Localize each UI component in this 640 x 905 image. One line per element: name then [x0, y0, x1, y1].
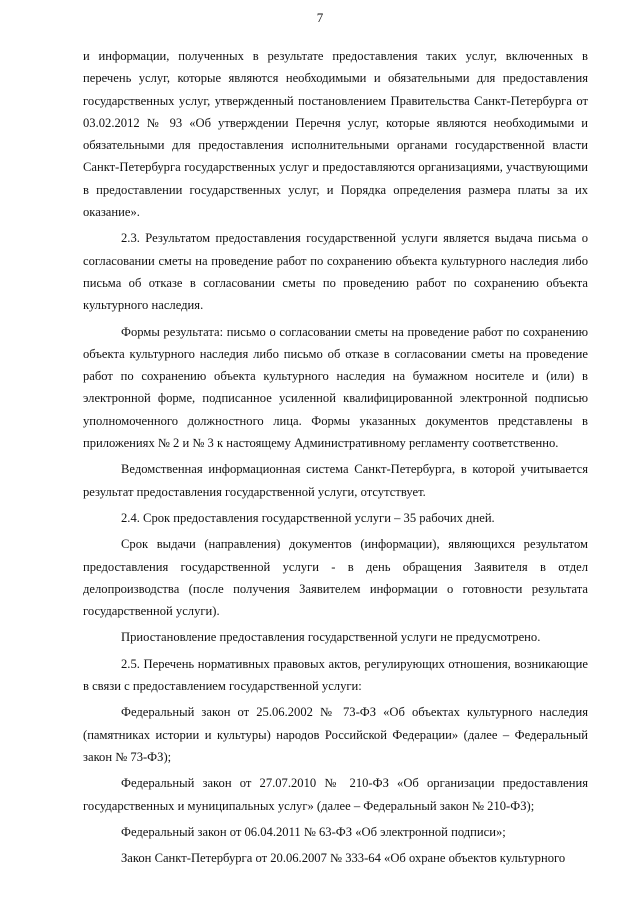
page-number: 7: [316, 10, 324, 25]
paragraph-2-3-result: 2.3. Результатом предоставления государственной услуги является выдача письма о согласовании сметы на проведение работ по сохранению объекта культурного наследия либо письма об отказе в согласовании сметы по проведению работ по сохранению объекта культурного наследия.: [83, 231, 588, 313]
paragraph-spb-law-333-64: Закон Санкт-Петербурга от 20.06.2007 № 333-64 «Об охране объектов культурного: [121, 851, 566, 866]
paragraph-law-63-fz: Федеральный закон от 06.04.2011 № 63-ФЗ «Об электронной подписи»;: [121, 824, 506, 839]
paragraph-suspension: Приостановление предоставления государственной услуги не предусмотрено.: [121, 630, 541, 645]
paragraph-info-system: Ведомственная информационная система Санкт-Петербурга, в которой учитывается результат предоставления государственной услуги, отсутствует.: [83, 462, 588, 499]
paragraph-issue-term: Срок выдачи (направления) документов (информации), являющихся результатом предоставления государственной услуги - в день обращения Заявителя в отдел делопроизводства (после получения Заявителем информации о готовности результата государственной услуги).: [83, 537, 588, 619]
paragraph-continuation: и информации, полученных в результате предоставления таких услуг, включенных в перечень услуг, которые являются необходимыми и обязательными для предоставления государственных услуг, утвержденный постановлением Правительства Санкт-Петербурга от 03.02.2012 № 93 «Об утверждении Перечня услуг, которые являются необходимыми и обязательными для предоставления исполнительными органами государственной власти Санкт-Петербурга государственных услуг и предоставляются организациями, участвующими в предоставлении государственных услуг, и Порядка определения размера платы за их оказание».: [83, 49, 588, 220]
document-body: [83, 45, 588, 869]
paragraph-law-210-fz: Федеральный закон от 27.07.2010 № 210-ФЗ «Об организации предоставления государственных и муниципальных услуг» (далее – Федеральный закон № 210-ФЗ);: [83, 776, 588, 813]
paragraph-2-4-term: 2.4. Срок предоставления государственной услуги – 35 рабочих дней.: [121, 510, 495, 525]
paragraph-2-5-legal-acts: 2.5. Перечень нормативных правовых актов, регулирующих отношения, возникающие в связи с предоставлением государственной услуги:: [83, 656, 588, 694]
paragraph-result-forms: Формы результата: письмо о согласовании сметы на проведение работ по сохранению объекта культурного наследия либо письмо об отказе в согласовании сметы на проведение работ по сохранению объекта культурного наследия на бумажном носителе и (или) в электронной форме, подписанное усиленной квалифицированной электронной подписью уполномоченного должностного лица. Формы указанных документов представлены в приложениях № 2 и № 3 к настоящему Административному регламенту соответственно.: [83, 324, 588, 451]
paragraph-law-73-fz: Федеральный закон от 25.06.2002 № 73-ФЗ «Об объектах культурного наследия (памятниках истории и культуры) народов Российской Федерации» (далее – Федеральный закон № 73-ФЗ);: [83, 705, 588, 764]
